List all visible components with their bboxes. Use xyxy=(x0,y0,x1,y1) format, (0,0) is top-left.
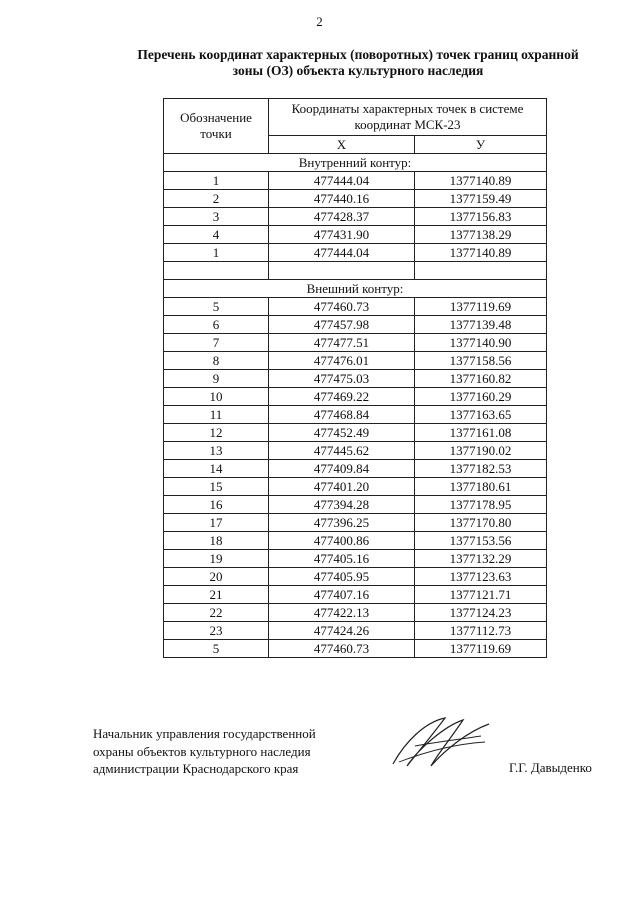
table-row xyxy=(164,352,547,370)
point-cell: 17 xyxy=(164,514,269,532)
inner-contour-label: Внутренний контур: xyxy=(164,154,547,172)
y-cell: 1377124.23 xyxy=(415,604,547,622)
point-cell: 2 xyxy=(164,190,269,208)
point-cell: 23 xyxy=(164,622,269,640)
x-cell: 477476.01 xyxy=(269,352,415,370)
y-cell: 1377159.49 xyxy=(415,190,547,208)
table-row xyxy=(164,424,547,442)
y-cell: 1377121.71 xyxy=(415,586,547,604)
page-number: 2 xyxy=(316,14,323,29)
x-cell: 477469.22 xyxy=(269,388,415,406)
point-cell: 7 xyxy=(164,334,269,352)
empty-cell xyxy=(269,262,415,280)
x-cell: 477440.16 xyxy=(269,190,415,208)
y-cell: 1377182.53 xyxy=(415,460,547,478)
point-cell: 5 xyxy=(164,640,269,658)
y-cell: 1377138.29 xyxy=(415,226,547,244)
y-cell: 1377139.48 xyxy=(415,316,547,334)
table-row xyxy=(164,532,547,550)
table-row xyxy=(164,244,547,262)
point-cell: 13 xyxy=(164,442,269,460)
table-row xyxy=(164,226,547,244)
title-line-1: Перечень координат характерных (поворотных) точек границ охранной xyxy=(137,47,579,62)
x-cell: 477468.84 xyxy=(269,406,415,424)
point-cell: 9 xyxy=(164,370,269,388)
point-cell: 18 xyxy=(164,532,269,550)
y-cell: 1377178.95 xyxy=(415,496,547,514)
x-cell: 477475.03 xyxy=(269,370,415,388)
x-cell: 477401.20 xyxy=(269,478,415,496)
y-cell: 1377119.69 xyxy=(415,298,547,316)
outer-contour-label: Внешний контур: xyxy=(164,280,547,298)
x-cell: 477457.98 xyxy=(269,316,415,334)
point-cell: 20 xyxy=(164,568,269,586)
table-row xyxy=(164,640,547,658)
point-cell: 16 xyxy=(164,496,269,514)
table-row xyxy=(164,496,547,514)
header-y: У xyxy=(415,136,547,154)
signature-title-line-1: Начальник управления государственной xyxy=(93,726,316,741)
table-row xyxy=(164,208,547,226)
x-cell: 477428.37 xyxy=(269,208,415,226)
table-row xyxy=(164,334,547,352)
point-cell: 10 xyxy=(164,388,269,406)
x-cell: 477422.13 xyxy=(269,604,415,622)
y-cell: 1377153.56 xyxy=(415,532,547,550)
table-row xyxy=(164,406,547,424)
table-row xyxy=(164,586,547,604)
y-cell: 1377140.90 xyxy=(415,334,547,352)
x-cell: 477460.73 xyxy=(269,640,415,658)
table-row xyxy=(164,550,547,568)
point-cell: 12 xyxy=(164,424,269,442)
x-cell: 477396.25 xyxy=(269,514,415,532)
y-cell: 1377161.08 xyxy=(415,424,547,442)
point-cell: 15 xyxy=(164,478,269,496)
x-cell: 477405.16 xyxy=(269,550,415,568)
x-cell: 477405.95 xyxy=(269,568,415,586)
y-cell: 1377163.65 xyxy=(415,406,547,424)
empty-separator-row xyxy=(164,262,547,280)
y-cell: 1377123.63 xyxy=(415,568,547,586)
x-cell: 477444.04 xyxy=(269,244,415,262)
y-cell: 1377112.73 xyxy=(415,622,547,640)
table-row xyxy=(164,388,547,406)
point-cell: 22 xyxy=(164,604,269,622)
y-cell: 1377170.80 xyxy=(415,514,547,532)
table-row xyxy=(164,460,547,478)
point-cell: 19 xyxy=(164,550,269,568)
signature-block xyxy=(93,725,316,778)
table-row xyxy=(164,604,547,622)
point-cell: 6 xyxy=(164,316,269,334)
empty-cell xyxy=(164,262,269,280)
signature-title-line-2: охраны объектов культурного наследия xyxy=(93,743,311,759)
table-row xyxy=(164,568,547,586)
title-line-2: зоны (ОЗ) объекта культурного наследия xyxy=(232,63,484,78)
document-title xyxy=(98,47,618,79)
y-cell: 1377140.89 xyxy=(415,172,547,190)
table-row xyxy=(164,316,547,334)
header-coordinates: Координаты характерных точек в системе координат МСК-23 xyxy=(269,99,547,136)
signatory-name: Г.Г. Давыденко xyxy=(509,760,592,775)
x-cell: 477394.28 xyxy=(269,496,415,514)
y-cell: 1377156.83 xyxy=(415,208,547,226)
point-cell: 4 xyxy=(164,226,269,244)
empty-cell xyxy=(415,262,547,280)
x-cell: 477444.04 xyxy=(269,172,415,190)
y-cell: 1377190.02 xyxy=(415,442,547,460)
table-row xyxy=(164,514,547,532)
x-cell: 477409.84 xyxy=(269,460,415,478)
point-cell: 5 xyxy=(164,298,269,316)
header-x: Х xyxy=(269,136,415,154)
y-cell: 1377158.56 xyxy=(415,352,547,370)
y-cell: 1377160.29 xyxy=(415,388,547,406)
x-cell: 477452.49 xyxy=(269,424,415,442)
y-cell: 1377140.89 xyxy=(415,244,547,262)
point-cell: 8 xyxy=(164,352,269,370)
x-cell: 477460.73 xyxy=(269,298,415,316)
x-cell: 477407.16 xyxy=(269,586,415,604)
x-cell: 477431.90 xyxy=(269,226,415,244)
x-cell: 477400.86 xyxy=(269,532,415,550)
y-cell: 1377119.69 xyxy=(415,640,547,658)
handwritten-signature xyxy=(385,712,495,772)
point-cell: 21 xyxy=(164,586,269,604)
y-cell: 1377132.29 xyxy=(415,550,547,568)
x-cell: 477477.51 xyxy=(269,334,415,352)
point-cell: 14 xyxy=(164,460,269,478)
x-cell: 477424.26 xyxy=(269,622,415,640)
table-row xyxy=(164,478,547,496)
header-point-designation: Обозначение точки xyxy=(164,99,269,154)
coordinates-table xyxy=(163,98,547,658)
point-cell: 3 xyxy=(164,208,269,226)
table-row xyxy=(164,622,547,640)
point-cell: 1 xyxy=(164,172,269,190)
point-cell: 1 xyxy=(164,244,269,262)
point-cell: 11 xyxy=(164,406,269,424)
table-row xyxy=(164,442,547,460)
table-row xyxy=(164,370,547,388)
signature-title-line-3: администрации Краснодарского края xyxy=(93,761,299,776)
y-cell: 1377180.61 xyxy=(415,478,547,496)
table-row xyxy=(164,172,547,190)
x-cell: 477445.62 xyxy=(269,442,415,460)
table-row xyxy=(164,190,547,208)
table-row xyxy=(164,298,547,316)
y-cell: 1377160.82 xyxy=(415,370,547,388)
